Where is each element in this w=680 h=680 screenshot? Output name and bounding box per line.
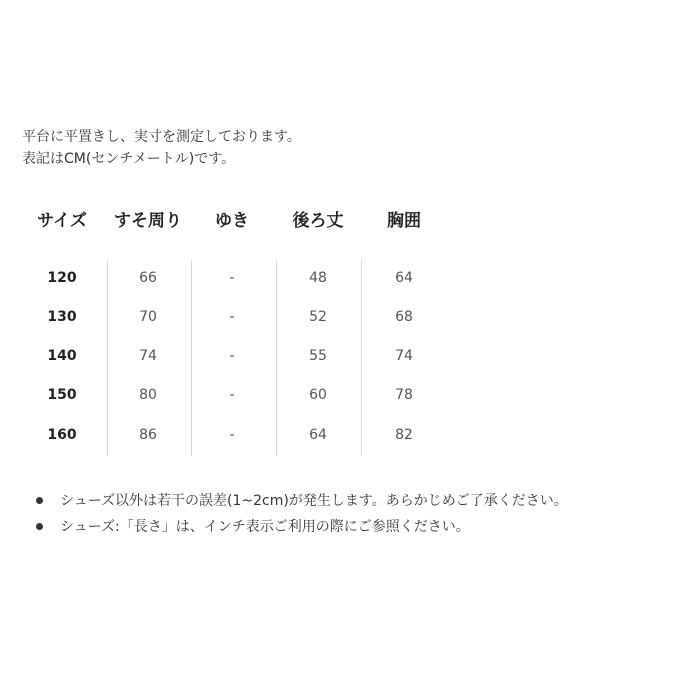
cell-back-length: 64 [309, 427, 327, 443]
cell-size: 140 [47, 348, 77, 364]
cell-size: 150 [47, 387, 77, 403]
cell-chest: 64 [395, 270, 413, 286]
cell-hem: 70 [139, 309, 157, 325]
cell-size: 130 [47, 309, 77, 325]
bullet-icon [36, 523, 43, 530]
table-row [22, 299, 442, 338]
cell-back-length: 48 [309, 270, 327, 286]
table-row [22, 377, 442, 416]
cell-chest: 74 [395, 348, 413, 364]
intro-line-1: 平台に平置きし、実寸を測定しております。 [22, 129, 301, 145]
cell-hem: 66 [139, 270, 157, 286]
header-sleeve: ゆき [215, 211, 249, 231]
cell-sleeve: - [229, 427, 235, 443]
note-text: シューズ以外は若干の誤差(1~2cm)が発生します。あらかじめご了承ください。 [60, 493, 568, 509]
header-chest: 胸囲 [387, 211, 421, 231]
table-body [22, 260, 442, 456]
cell-sleeve: - [229, 387, 235, 403]
cell-sleeve: - [229, 270, 235, 286]
cell-back-length: 52 [309, 309, 327, 325]
cell-hem: 86 [139, 427, 157, 443]
header-back-length: 後ろ丈 [292, 211, 344, 231]
table-row [22, 260, 442, 299]
table-row [22, 338, 442, 377]
note-item [36, 488, 568, 514]
bullet-icon [36, 497, 43, 504]
cell-hem: 80 [139, 387, 157, 403]
cell-chest: 78 [395, 387, 413, 403]
cell-back-length: 60 [309, 387, 327, 403]
cell-chest: 68 [395, 309, 413, 325]
table-row [22, 417, 442, 456]
cell-size: 160 [47, 427, 77, 443]
header-size: サイズ [37, 211, 87, 231]
notes-list [36, 488, 568, 540]
note-item [36, 514, 568, 540]
cell-back-length: 55 [309, 348, 327, 364]
table-header-row [22, 198, 442, 238]
note-text: シューズ:「長さ」は、インチ表示ご利用の際にご参照ください。 [60, 519, 470, 535]
cell-hem: 74 [139, 348, 157, 364]
cell-sleeve: - [229, 309, 235, 325]
cell-sleeve: - [229, 348, 235, 364]
cell-chest: 82 [395, 427, 413, 443]
cell-size: 120 [47, 270, 77, 286]
intro-text [22, 126, 301, 170]
intro-line-2: 表記はCM(センチメートル)です。 [22, 151, 236, 167]
size-table [22, 198, 442, 456]
header-hem: すそ周り [114, 211, 182, 231]
